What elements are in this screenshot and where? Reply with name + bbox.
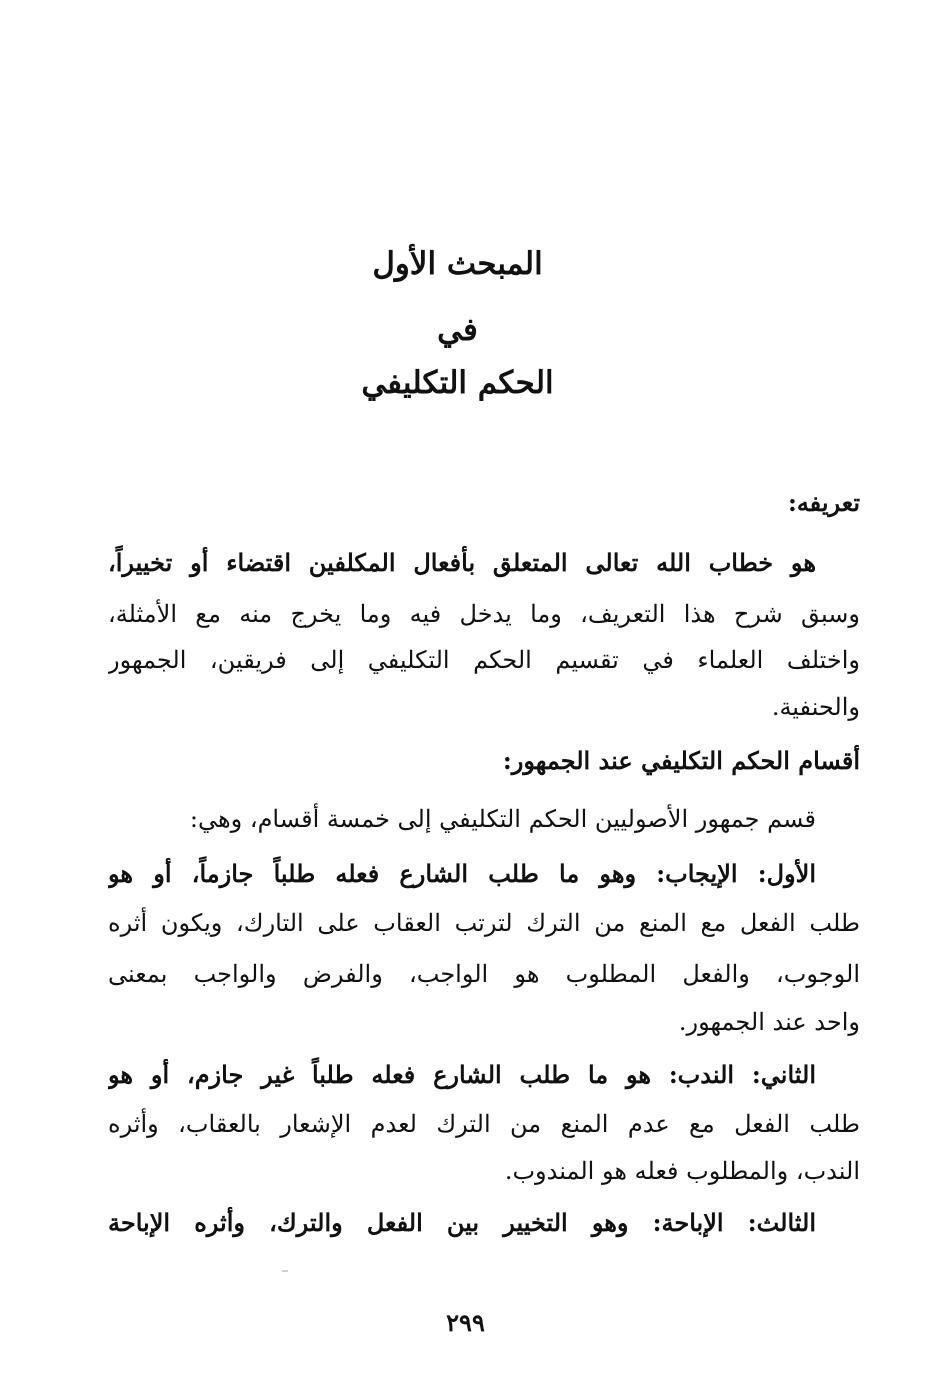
definition-line-3: واختلف العلماء في تقسيم الحكم التكليفي إلى فريقين، الجمهور: [108, 646, 860, 674]
chapter-heading-line-1: المبحث الأول: [372, 246, 543, 282]
definition-line-4: والحنفية.: [771, 693, 860, 721]
first-type-line-2: طلب الفعل مع المنع من الترك لترتب العقاب على التارك، ويكون أثره: [108, 909, 860, 937]
second-type-line-2: طلب الفعل مع عدم المنع من الترك لعدم الإشعار بالعقاب، وأثره: [108, 1110, 860, 1138]
scan-speck: [282, 1270, 288, 1272]
page-number: ٢٩٩: [446, 1308, 485, 1337]
intro-line: قسم جمهور الأصوليين الحكم التكليفي إلى خمسة أقسام، وهي:: [189, 805, 816, 833]
first-type-line-1: الأول: الإيجاب: وهو ما طلب الشارع فعله طلباً جازماً، أو هو: [108, 859, 816, 888]
chapter-heading-line-2: في: [437, 312, 478, 348]
second-type-line-1: الثاني: الندب: هو ما طلب الشارع فعله طلباً غير جازم، أو هو: [108, 1060, 816, 1089]
first-type-line-3: الوجوب، والفعل المطلوب هو الواجب، والفرض والواجب بمعنى: [108, 960, 860, 988]
definition-heading: تعريفه:: [787, 488, 860, 517]
first-type-line-4: واحد عند الجمهور.: [678, 1008, 860, 1036]
chapter-heading-line-3: الحكم التكليفي: [361, 365, 554, 401]
second-type-line-3: الندب، والمطلوب فعله هو المندوب.: [504, 1157, 860, 1185]
definition-line-1: هو خطاب الله تعالى المتعلق بأفعال المكلفين اقتضاء أو تخييراً،: [108, 548, 816, 577]
section-heading-majority: أقسام الحكم التكليفي عند الجمهور:: [502, 746, 860, 775]
third-type-line-1: الثالث: الإباحة: وهو التخيير بين الفعل والترك، وأثره الإباحة: [108, 1208, 816, 1237]
definition-line-2: وسبق شرح هذا التعريف، وما يدخل فيه وما يخرج منه مع الأمثلة،: [108, 600, 860, 628]
